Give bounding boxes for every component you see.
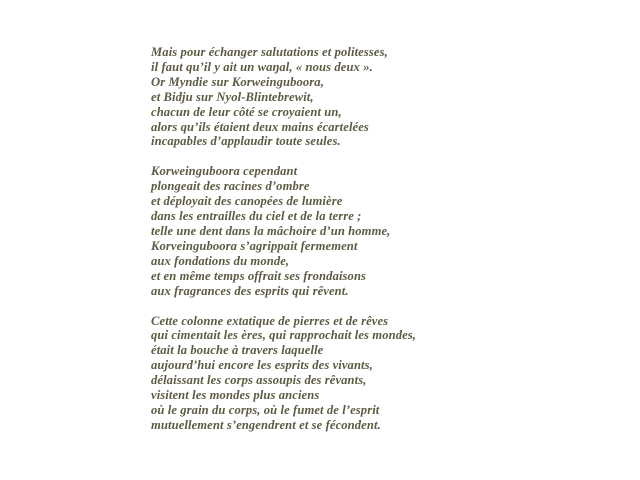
poem-line: incapables d’applaudir toute seules.: [151, 134, 341, 149]
poem-line: qui cimentait les ères, qui rapprochait les mondes,: [151, 328, 417, 343]
poem-line: il faut qu’il y ait un waŋal, « nous deux ».: [151, 59, 373, 74]
poem-line: délaissant les corps assoupis des rêvants,: [151, 373, 367, 388]
poem-line: Korveinguboora s’agrippait fermement: [151, 238, 358, 253]
poem-line: Or Myndie sur Korweinguboora,: [151, 74, 324, 89]
poem-line: et Bidju sur Nyol-Blintebrewit,: [151, 89, 314, 104]
poem-line: était la bouche à travers laquelle: [151, 343, 324, 358]
poem-line: aujourd’hui encore les esprits des vivants,: [151, 358, 373, 373]
poem-line: et déployait des canopées de lumière: [151, 194, 343, 209]
poem-line: aux fondations du monde,: [151, 253, 290, 268]
poem-line: aux fragrances des esprits qui rêvent.: [151, 283, 349, 298]
poem-line: chacun de leur côté se croyaient un,: [151, 104, 342, 119]
stanza-3: [151, 314, 591, 433]
poem-line: alors qu’ils étaient deux mains écartelées: [151, 119, 369, 134]
poem-line: dans les entrailles du ciel et de la terre ;: [151, 209, 362, 224]
poem-line: où le grain du corps, où le fumet de l’esprit: [151, 402, 380, 417]
stanza-1: [151, 45, 591, 149]
stanza-2: [151, 164, 591, 298]
poem-text: [151, 45, 591, 448]
poem-line: mutuellement s’engendrent et se fécondent.: [151, 417, 381, 432]
poem-line: Mais pour échanger salutations et politesses,: [151, 45, 388, 59]
poem-line: visitent les mondes plus anciens: [151, 388, 320, 403]
poem-line: Korweinguboora cependant: [151, 164, 298, 179]
poem-line: plongeait des racines d’ombre: [151, 179, 310, 194]
poem-line: et en même temps offrait ses frondaisons: [151, 268, 367, 283]
poem-line: Cette colonne extatique de pierres et de rêves: [151, 313, 389, 328]
poem-line: telle une dent dans la mâchoire d’un homme,: [151, 223, 391, 238]
